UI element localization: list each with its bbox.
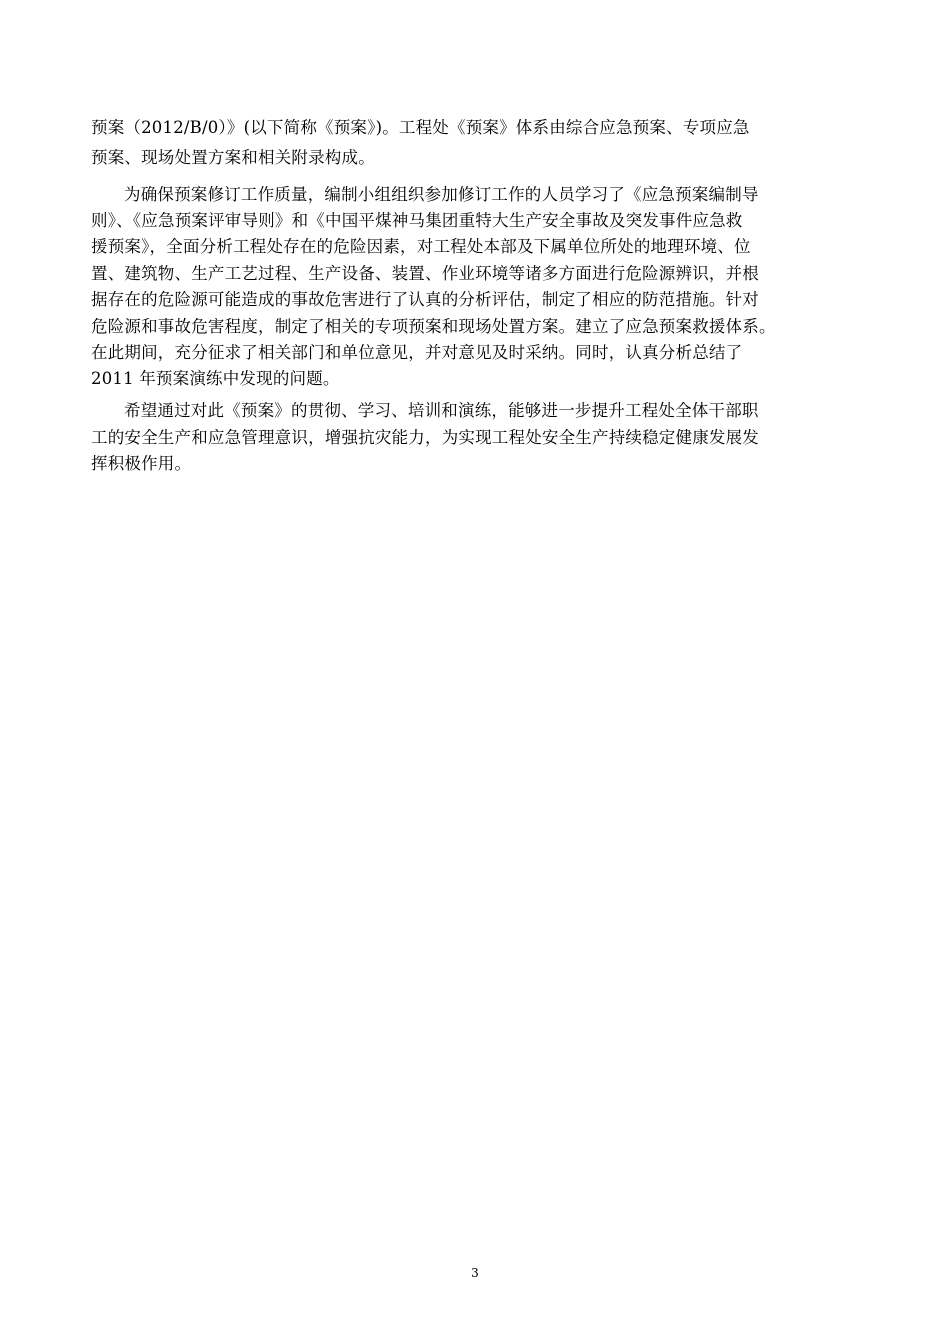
paragraph-line: 2011 年预案演练中发现的问题。 <box>91 369 340 388</box>
paragraph-line: 挥积极作用。 <box>91 454 192 473</box>
paragraph-line: 在此期间，充分征求了相关部门和单位意见，并对意见及时采纳。同时，认真分析总结了 <box>91 343 743 362</box>
paragraph-line: 为确保预案修订工作质量，编制小组组织参加修订工作的人员学习了《应急预案编制导 <box>124 185 759 204</box>
paragraph-line: 援预案》，全面分析工程处存在的危险因素，对工程处本部及下属单位所处的地理环境、位 <box>91 237 751 256</box>
paragraph-line: 则》、《应急预案评审导则》和《中国平煤神马集团重特大生产安全事故及突发事件应急救 <box>91 211 743 230</box>
paragraph-line: 据存在的危险源可能造成的事故危害进行了认真的分析评估，制定了相应的防范措施。针对 <box>91 290 759 309</box>
page-number: 3 <box>471 1266 479 1280</box>
paragraph-line: 预案（2012/B/0）》(以下简称《预案》)。工程处《预案》体系由综合应急预案、专项应急 <box>91 118 750 137</box>
paragraph-line: 预案、现场处置方案和相关附录构成。 <box>91 148 375 167</box>
paragraph-line: 工的安全生产和应急管理意识，增强抗灾能力，为实现工程处安全生产持续稳定健康发展发 <box>91 428 759 447</box>
paragraph-line: 危险源和事故危害程度，制定了相关的专项预案和现场处置方案。建立了应急预案救援体系。 <box>91 317 776 336</box>
paragraph-line: 希望通过对此《预案》的贯彻、学习、培训和演练，能够进一步提升工程处全体干部职 <box>124 401 759 420</box>
paragraph-line: 置、建筑物、生产工艺过程、生产设备、装置、作业环境等诸多方面进行危险源辨识，并根 <box>91 264 759 283</box>
